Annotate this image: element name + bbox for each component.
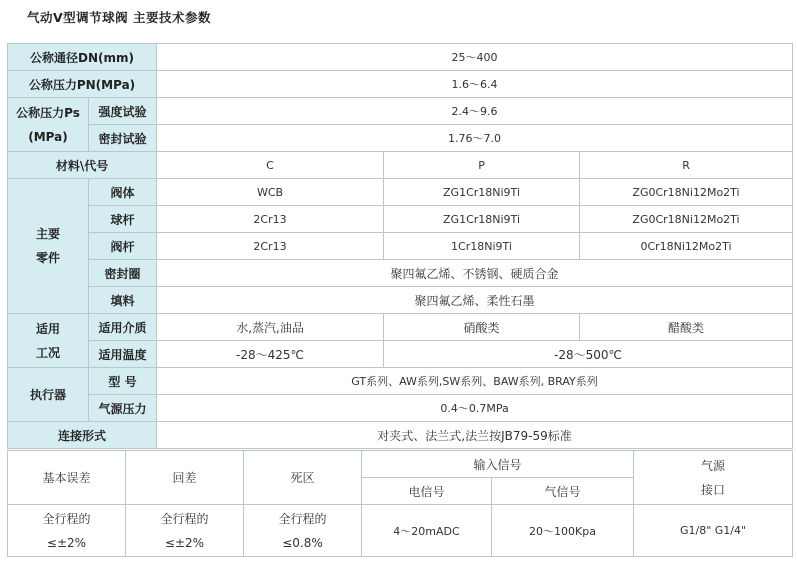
medium-p: 硝酸类 xyxy=(384,314,580,341)
part-body-p: ZG1Cr18Ni9Ti xyxy=(384,179,580,206)
air-source-line2: 接口 xyxy=(701,482,726,497)
dn-value: 25～400 xyxy=(157,44,793,71)
strength-label: 强度试验 xyxy=(89,98,157,125)
table-row xyxy=(8,233,793,260)
model-label: 型 号 xyxy=(89,368,157,395)
part-label-stem: 阀杆 xyxy=(89,233,157,260)
medium-label: 适用介质 xyxy=(89,314,157,341)
seal-test-value: 1.76～7.0 xyxy=(157,125,793,152)
table-row xyxy=(8,98,793,125)
connection-label: 连接形式 xyxy=(8,422,157,449)
dead-zone-line1: 全行程的 xyxy=(278,511,327,526)
seal-test-label: 密封试验 xyxy=(89,125,157,152)
part-ball-stem-p: ZG1Cr18Ni9Ti xyxy=(384,206,580,233)
seal-ring-label: 密封圈 xyxy=(89,260,157,287)
strength-value: 2.4～9.6 xyxy=(157,98,793,125)
code-c: C xyxy=(157,152,384,179)
part-stem-c: 2Cr13 xyxy=(157,233,384,260)
input-signal-header: 输入信号 xyxy=(362,451,634,478)
pn-label: 公称压力PN(MPa) xyxy=(8,71,157,98)
air-source-value: G1/8" G1/4" xyxy=(634,505,793,557)
hysteresis-value xyxy=(126,505,244,557)
table-row xyxy=(8,44,793,71)
material-code-label: 材料\代号 xyxy=(8,152,157,179)
part-label-ball-stem: 球杆 xyxy=(89,206,157,233)
table-row xyxy=(8,260,793,287)
basic-error-line2: ≤±2% xyxy=(46,535,87,550)
part-body-r: ZG0Cr18Ni12Mo2Ti xyxy=(580,179,793,206)
model-value: GT系列、AW系列,SW系列、BAW系列, BRAY系列 xyxy=(157,368,793,395)
part-stem-p: 1Cr18Ni9Ti xyxy=(384,233,580,260)
part-body-c: WCB xyxy=(157,179,384,206)
air-pressure-label: 气源压力 xyxy=(89,395,157,422)
spec-table xyxy=(7,43,793,449)
dead-zone-value xyxy=(244,505,362,557)
packing-value: 聚四氟乙烯、柔性石墨 xyxy=(157,287,793,314)
main-parts-line2: 零件 xyxy=(35,251,60,265)
code-r: R xyxy=(580,152,793,179)
air-signal-header: 气信号 xyxy=(492,478,634,505)
temp-label: 适用温度 xyxy=(89,341,157,368)
performance-table xyxy=(7,450,793,557)
air-signal-value: 20～100Kpa xyxy=(492,505,634,557)
temp-c: -28～425℃ xyxy=(157,341,384,368)
part-ball-stem-c: 2Cr13 xyxy=(157,206,384,233)
page-title: 气动V型调节球阀 主要技术参数 xyxy=(27,10,212,25)
table-row xyxy=(8,505,793,557)
basic-error-header: 基本误差 xyxy=(8,451,126,505)
seal-ring-value: 聚四氟乙烯、不锈钢、硬质合金 xyxy=(157,260,793,287)
basic-error-value xyxy=(8,505,126,557)
table-row xyxy=(8,206,793,233)
table-row xyxy=(8,451,793,478)
ps-label-line1: 公称压力Ps xyxy=(16,105,80,120)
main-parts-line1: 主要 xyxy=(35,227,60,241)
table-row xyxy=(8,341,793,368)
air-pressure-value: 0.4～0.7MPa xyxy=(157,395,793,422)
actuator-label: 执行器 xyxy=(8,368,89,422)
electric-signal-value: 4～20mADC xyxy=(362,505,492,557)
code-p: P xyxy=(384,152,580,179)
hysteresis-line2: ≤±2% xyxy=(164,535,205,550)
hysteresis-header: 回差 xyxy=(126,451,244,505)
ps-label xyxy=(8,98,89,152)
applicable-line1: 适用 xyxy=(35,321,60,336)
table-row xyxy=(8,395,793,422)
table-row xyxy=(8,179,793,206)
pn-value: 1.6～6.4 xyxy=(157,71,793,98)
part-stem-r: 0Cr18Ni12Mo2Ti xyxy=(580,233,793,260)
table-row xyxy=(8,125,793,152)
dn-label: 公称通径DN(mm) xyxy=(8,44,157,71)
table-row xyxy=(8,422,793,449)
basic-error-line1: 全行程的 xyxy=(42,511,91,526)
dead-zone-header: 死区 xyxy=(244,451,362,505)
table-row xyxy=(8,314,793,341)
air-source-line1: 气源 xyxy=(701,458,726,473)
hysteresis-line1: 全行程的 xyxy=(160,511,209,526)
applicable-label xyxy=(8,314,89,368)
electric-signal-header: 电信号 xyxy=(362,478,492,505)
medium-c: 水,蒸汽,油品 xyxy=(157,314,384,341)
table-row xyxy=(8,287,793,314)
table-row xyxy=(8,152,793,179)
part-label-body: 阀体 xyxy=(89,179,157,206)
dead-zone-line2: ≤0.8% xyxy=(282,535,323,550)
part-ball-stem-r: ZG0Cr18Ni12Mo2Ti xyxy=(580,206,793,233)
applicable-line2: 工况 xyxy=(35,345,60,360)
main-parts-label xyxy=(8,179,89,314)
ps-label-line2: (MPa) xyxy=(28,129,68,144)
temp-pr: -28～500℃ xyxy=(384,341,793,368)
table-row xyxy=(8,368,793,395)
medium-r: 醋酸类 xyxy=(580,314,793,341)
table-row xyxy=(8,71,793,98)
air-source-header xyxy=(634,451,793,505)
connection-value: 对夹式、法兰式,法兰按JB79-59标准 xyxy=(157,422,793,449)
packing-label: 填料 xyxy=(89,287,157,314)
